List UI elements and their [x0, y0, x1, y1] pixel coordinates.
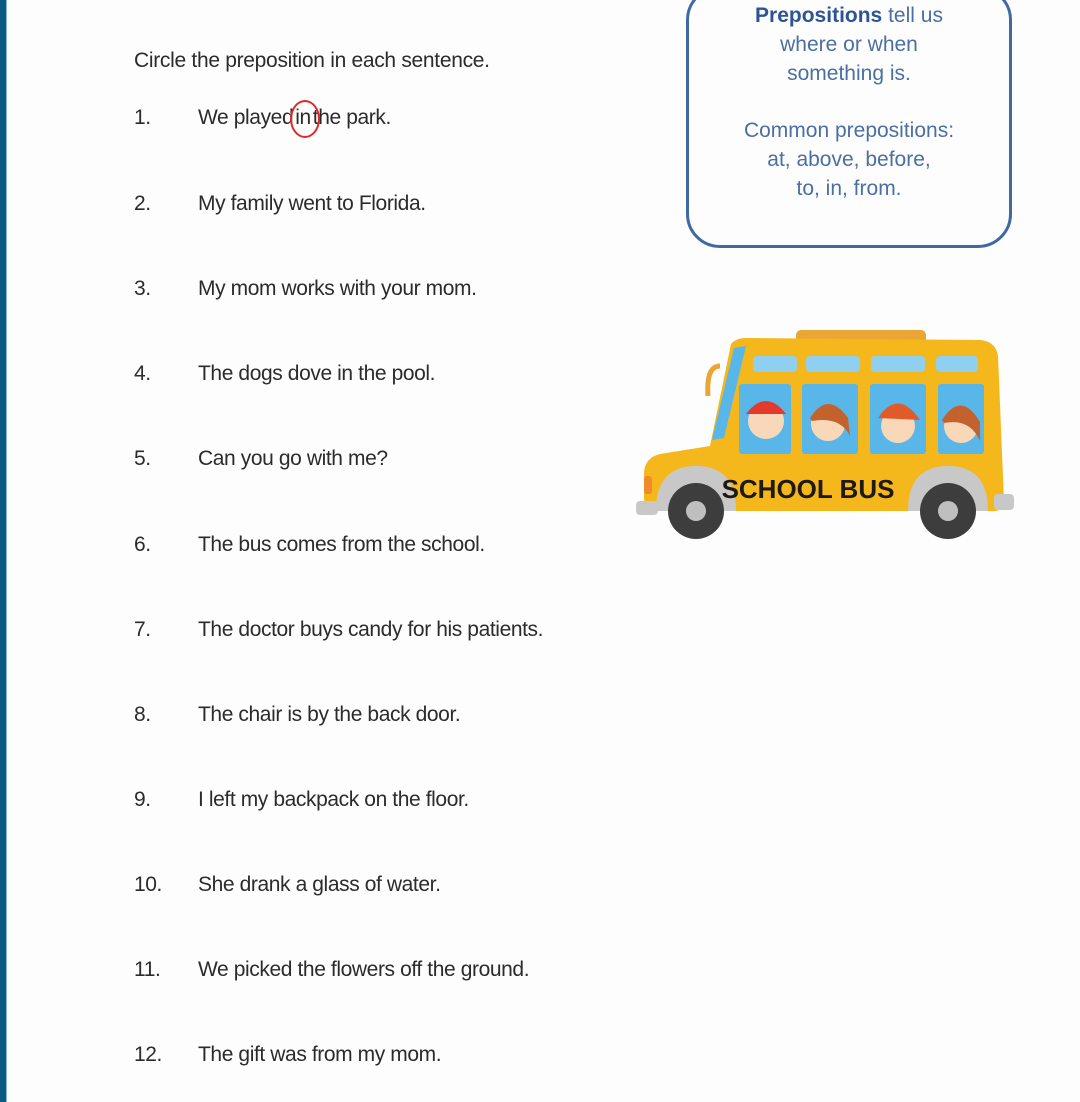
item-number: 6.: [134, 533, 151, 556]
item-sentence: The doctor buys candy for his patients.: [198, 618, 544, 641]
prepositions-info-box: [686, 0, 1012, 248]
item-sentence: My family went to Florida.: [198, 192, 426, 215]
list-item: [134, 618, 543, 642]
list-item: [134, 703, 460, 727]
item-sentence: The chair is by the back door.: [198, 703, 461, 726]
list-item: [134, 277, 477, 301]
item-number: 12.: [134, 1043, 162, 1066]
info-line: [689, 1, 1009, 30]
circled-preposition: in: [295, 106, 311, 129]
item-number: 8.: [134, 703, 151, 726]
left-edge-bar: [0, 0, 6, 1102]
item-sentence: Can you go with me?: [198, 447, 388, 470]
info-line: something is.: [787, 62, 911, 85]
info-line: at, above, before,: [767, 148, 931, 171]
item-sentence: I left my backpack on the floor.: [198, 788, 469, 811]
list-item: [134, 788, 469, 812]
item-number: 10.: [134, 873, 162, 896]
item-number: 9.: [134, 788, 151, 811]
list-item: [134, 958, 529, 982]
list-item: [134, 362, 435, 386]
info-text: tell us: [882, 4, 943, 27]
item-sentence: My mom works with your mom.: [198, 277, 477, 300]
item-sentence: We picked the flowers off the ground.: [198, 958, 530, 981]
bus-label: SCHOOL BUS: [721, 474, 895, 504]
item-sentence: [198, 106, 391, 130]
instruction-text: Circle the preposition in each sentence.: [134, 49, 490, 72]
list-item: [134, 1043, 441, 1067]
info-line: to, in, from.: [796, 177, 902, 200]
sentence-part: We played: [198, 106, 294, 129]
list-item: [134, 447, 388, 471]
list-item: [134, 106, 391, 130]
info-line: Common prepositions:: [743, 119, 955, 142]
school-bus-illustration: [636, 326, 1016, 546]
item-sentence: She drank a glass of water.: [198, 873, 441, 896]
item-number: 7.: [134, 618, 151, 641]
item-number: 5.: [134, 447, 151, 470]
sentence-part: the park.: [312, 106, 391, 129]
item-sentence: The bus comes from the school.: [198, 533, 485, 556]
item-number: 3.: [134, 277, 151, 300]
item-number: 1.: [134, 106, 151, 129]
item-sentence: The gift was from my mom.: [198, 1043, 442, 1066]
list-item: [134, 192, 426, 216]
info-line: where or when: [780, 33, 918, 56]
list-item: [134, 873, 441, 897]
item-number: 4.: [134, 362, 151, 385]
info-bold-term: Prepositions: [755, 4, 883, 27]
list-item: [134, 533, 485, 557]
item-number: 11.: [134, 958, 161, 981]
item-number: 2.: [134, 192, 151, 215]
item-sentence: The dogs dove in the pool.: [198, 362, 436, 385]
